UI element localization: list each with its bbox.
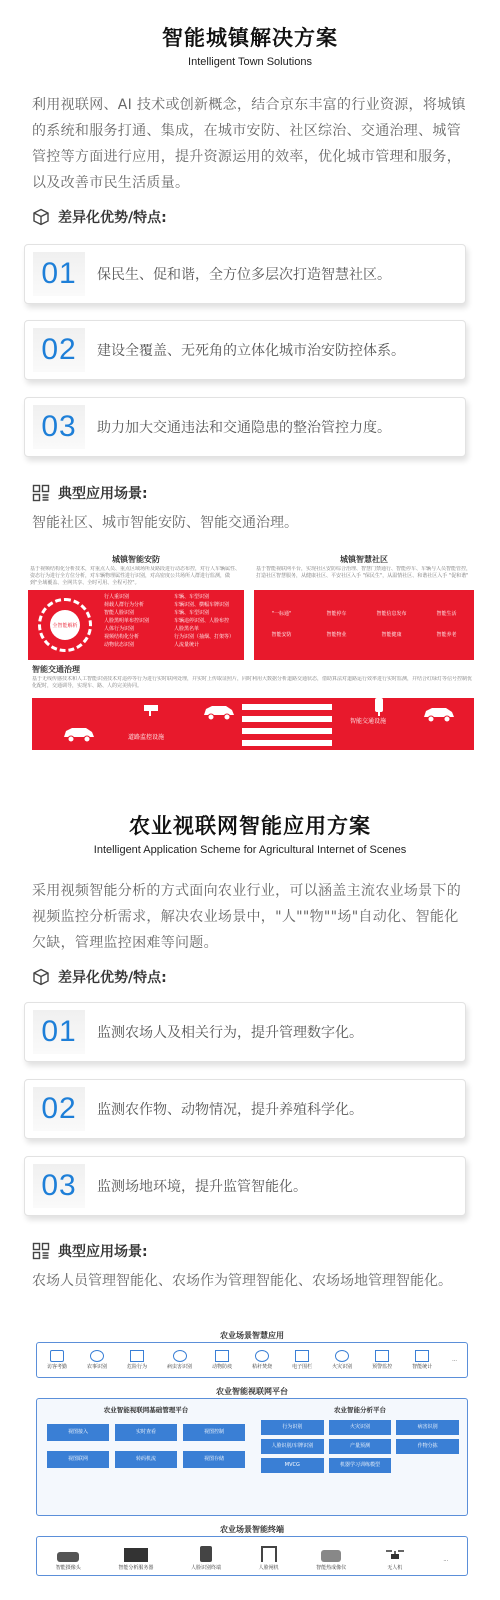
crosswalk-stripe [242,728,332,734]
town-intro: 利用视联网、AI 技术或创新概念，结合京东丰富的行业资源，将城镇的系统和服务打通、集成，在城市安防、社区综治、交通治理、城管管控等方面进行应用，提升资源运用的效率，优化城市管理和服务，以及改善市民生活质量。 [32,97,466,191]
security-title: 城镇智能安防 [112,555,160,564]
security-item: 人体行为识别 [104,626,135,632]
analysis-item: 人脸识别/车牌识别 [261,1439,324,1454]
analysis-item: 病害识别 [396,1420,459,1435]
app-item [292,1350,312,1371]
crosswalk-stripe [242,704,332,710]
chart-icon [415,1350,429,1362]
security-items [104,594,240,649]
terminal-title: 农业场景智能终端 [220,1525,284,1534]
agri-scene-text: 农场人员管理智能化、农场作为管理智能化、农场场地管理智能化。 [32,1273,452,1289]
community-tag: 智能生活 [436,611,457,617]
terminal-item [56,1552,81,1572]
community-tag: 智能停车 [326,611,347,617]
security-center: 全智能解析 [50,610,80,640]
community-desc: 基于智能视联网平台，实现社区安防综合治理、智慧门禁通行、智能停车、车辆与人员智能管控，打造社区智慧服务，从健康社区、平安社区入手 "保民生"，从温情社区、和谐社区入手 "促和谐" [256,566,472,579]
fire-icon [255,1350,269,1362]
agri-card-2 [24,1079,466,1139]
security-item: 人脸黑名单 [174,626,200,632]
calendar-icon [50,1350,64,1362]
app-item-label: 秸秆焚烧 [252,1363,273,1370]
thermal-camera-icon [321,1550,341,1562]
community-block [254,550,474,660]
terminal-label: 智能摄像头 [55,1565,81,1571]
grid-apps-icon [32,1242,50,1260]
crosswalk-stripe [242,716,332,722]
agri-card-3 [24,1156,466,1216]
terminal-label: 人脸识别终端 [190,1565,221,1571]
security-item: 车辆违停识别、人脸布控 [174,618,230,624]
app-item-label: 智能统计 [412,1363,433,1370]
security-item: 动物状态识别 [104,642,135,648]
community-tag: 智能养老 [436,632,457,638]
crosswalk-stripe [242,740,332,746]
base-item: 视图接入 [47,1424,109,1441]
app-item-label: 动物防疫 [212,1363,233,1370]
security-item: 行为识别（抽烟、打架等） [174,634,235,640]
security-item: 智能人脸识别 [104,610,135,616]
traffic-tag: 道路监控设施 [128,734,165,741]
terminal-more: ... [443,1557,449,1563]
farm-icon [90,1350,104,1362]
security-item: 车辆识别、横幅车牌识别 [174,602,230,608]
app-item [87,1350,107,1371]
town-subtitle: Intelligent Town Solutions [188,56,312,68]
town-title: 智能城镇解决方案 [162,26,338,50]
town-card-2 [24,320,466,380]
warning-icon [130,1350,144,1362]
card-number: 02 [33,328,85,372]
base-item: 视图存储 [183,1451,245,1468]
security-item: 人流量统计 [174,642,200,648]
town-card-3 [24,397,466,457]
analysis-item: 产量预测 [329,1439,392,1454]
town-scene-heading [32,482,148,504]
app-item [372,1350,392,1371]
card-number: 01 [33,252,85,296]
terminal-item [191,1546,221,1572]
platform-box [36,1398,468,1516]
community-panel [254,590,474,660]
app-item-label: 危险行为 [127,1363,148,1370]
security-item: 荷载人群行为分析 [104,602,145,608]
community-tag: "一标通" [271,611,292,617]
card-number: 02 [33,1087,85,1131]
fence-icon [295,1350,309,1362]
face-terminal-icon [200,1546,212,1562]
app-item [47,1350,67,1371]
community-tag: 智能物业 [326,632,347,638]
heading-label: 差异化优势/特点: [58,210,167,226]
security-panel [28,590,244,660]
heading-label: 差异化优势/特点: [58,970,167,986]
app-row [36,1342,468,1378]
town-figure [28,550,474,750]
traffic-light-icon [372,698,386,716]
flame-icon [335,1350,349,1362]
app-item-label: 火灾识别 [332,1363,353,1370]
community-tag: 智能健康 [381,632,402,638]
gate-icon [261,1546,277,1562]
analysis-item: 火灾识别 [329,1420,392,1435]
security-block [28,550,244,660]
app-item [127,1350,147,1371]
analysis-item: 作物分拣 [396,1439,459,1454]
base-item: 转码机流 [115,1451,177,1468]
card-number: 03 [33,405,85,449]
community-tag: 智能信息发布 [376,611,407,617]
camera-icon [142,702,162,716]
base-platform [43,1405,249,1511]
agri-figure [36,1330,468,1580]
app-item-label: 农事识别 [87,1363,108,1370]
agri-intro: 采用视频智能分析的方式面向农业行业，可以涵盖主流农业场景下的视频监控分析需求，解决农业场景中，"人""物""场"自动化、智能化欠缺，管理监控困难等问题。 [32,883,461,951]
app-item-label: 电子围栏 [292,1363,313,1370]
analysis-platform [257,1405,463,1511]
community-title: 城镇智慧社区 [340,555,388,564]
camera-icon [57,1552,79,1562]
agri-subtitle: Intelligent Application Scheme for Agricultural Internet of Scenes [93,844,407,856]
agri-card-1 [24,1002,466,1062]
community-tag: 智能安防 [271,632,292,638]
terminal-label: 智能热成像仪 [316,1565,347,1571]
cube-icon [32,968,50,986]
terminal-item [316,1550,346,1572]
base-title: 农业智能视联网基础管理平台 [103,1406,189,1414]
analysis-title: 农业智能分析平台 [334,1406,386,1414]
base-item: 视图控制 [183,1424,245,1441]
town-scene-text: 智能社区、城市智能安防、智能交通治理。 [32,515,298,531]
bug-icon [173,1350,187,1362]
app-item-more: ... [452,1356,457,1363]
traffic-panel [32,698,474,750]
agri-title: 农业视联网智能应用方案 [129,814,371,838]
terminal-label: 人脸闸机 [258,1565,279,1571]
app-item-label: 访客考勤 [47,1363,68,1370]
analysis-item: 机器学习训练模型 [329,1458,392,1473]
traffic-desc: 基于无线传感技术和人工智能识别技术对违停等行为进行实时联网处理，并实时上传取证照片，同时利用大数据分析道路交通状态，借助算法对道路运行效率进行实时监测，并结合红绿灯等信号控制优化配时，交通调导，实现车、路、人的完美协同。 [32,676,472,689]
traffic-title: 智能交通治理 [32,665,80,674]
traffic-tag: 智能交通设施 [350,718,387,725]
security-desc: 基于视频结构化分析技术，对重点人员、重点区域场所及路段进行动态布控，对行人车辆属性、姿态行为进行全方位分析，对车辆物理属性进行识别，对高密度公共场所人群进行监测，做到"全域覆盖、全网共享、全时可用、全程可控"。 [30,566,241,586]
card-text: 助力加大交通违法和交通隐患的整治管控力度。 [97,420,391,436]
app-item [252,1350,272,1371]
cube-icon [32,208,50,226]
app-title: 农业场景智慧应用 [220,1331,284,1340]
terminal-row [36,1536,468,1576]
animal-icon [215,1350,229,1362]
town-card-1 [24,244,466,304]
card-number: 01 [33,1010,85,1054]
base-item: 实时查看 [115,1424,177,1441]
grid-apps-icon [32,484,50,502]
app-item-label: 预警监控 [372,1363,393,1370]
base-grid [43,1420,249,1472]
terminal-label: 无人机 [387,1565,403,1571]
security-item: 车辆、车型识别 [174,594,210,600]
analysis-item: 行为识别 [261,1420,324,1435]
app-item-label: 病虫害识别 [167,1363,193,1370]
terminal-label: 智能分析服务器 [118,1565,154,1571]
car-icon [62,726,96,742]
terminal-item [259,1546,279,1572]
security-item: 车辆、车型识别 [174,610,210,616]
card-text: 建设全覆盖、无死角的立体化城市治安防控体系。 [97,343,405,359]
agri-scene-heading [32,1240,148,1262]
security-item: 行人重识别 [104,594,130,600]
card-text: 监测农作物、动物情况，提升养殖科学化。 [97,1102,363,1118]
heading-label: 典型应用场景: [58,486,148,502]
terminal-item [118,1548,153,1572]
base-item: 视图联网 [47,1451,109,1468]
heading-label: 典型应用场景: [58,1244,148,1260]
platform-title: 农业智能视联网平台 [216,1387,288,1396]
card-text: 监测农场人及相关行为，提升管理数字化。 [97,1025,363,1041]
app-item [332,1350,352,1371]
app-item [212,1350,232,1371]
security-item: 视频结构化分析 [104,634,140,640]
car-icon [202,704,236,720]
server-icon [124,1548,148,1562]
analysis-item: MVCG [261,1458,324,1473]
card-text: 保民生、促和谐，全方位多层次打造智慧社区。 [97,267,391,283]
card-number: 03 [33,1164,85,1208]
app-item [167,1350,192,1371]
app-item [412,1350,432,1371]
monitor-icon [375,1350,389,1362]
terminal-item [384,1548,406,1572]
car-icon [422,706,456,722]
analysis-grid [257,1418,463,1475]
drone-icon [384,1548,406,1562]
card-text: 监测场地环境，提升监管智能化。 [97,1179,307,1195]
security-item: 人脸黑明单布控识别 [104,618,150,624]
agri-advantage-heading [32,966,167,988]
town-advantage-heading [32,206,167,228]
